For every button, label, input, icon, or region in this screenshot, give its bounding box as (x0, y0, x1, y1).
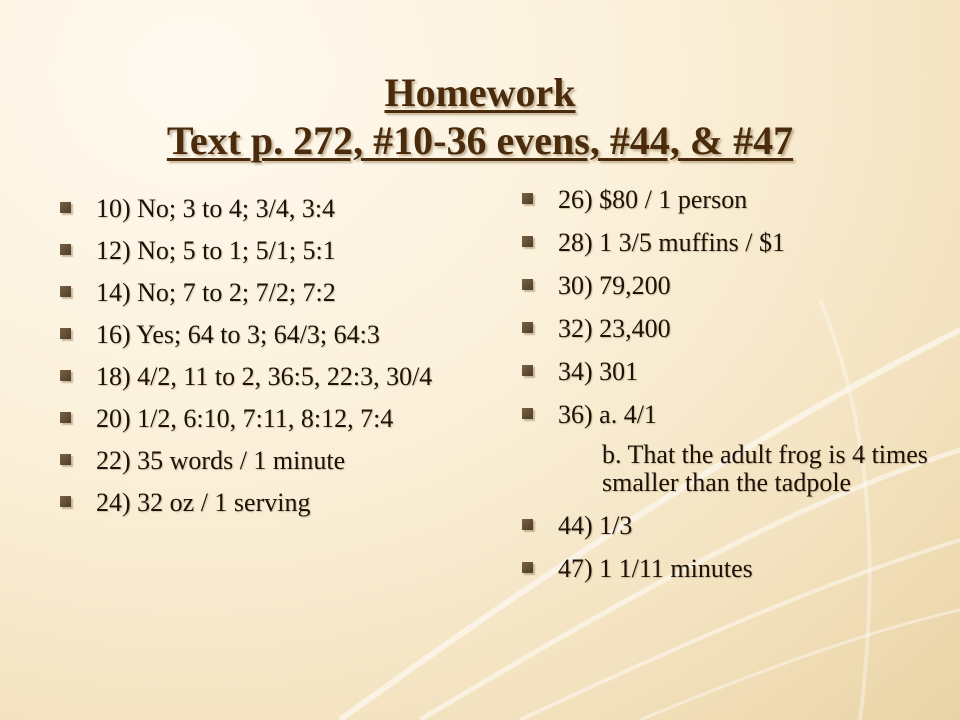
list-item (60, 321, 460, 349)
list-item (60, 195, 460, 223)
answer-text: 30) 79,200 (558, 271, 671, 300)
list-item (60, 237, 460, 265)
title-assignment: Text p. 272, #10-36 evens, #44, & #47 (166, 117, 794, 163)
answer-text: 34) 301 (558, 357, 639, 386)
answer-text: 12) No; 5 to 1; 5/1; 5:1 (96, 236, 336, 265)
square-bullet-icon (60, 286, 71, 297)
answer-text: 28) 1 3/5 muffins / $1 (558, 228, 786, 257)
square-bullet-icon (522, 279, 533, 290)
list-item (60, 279, 460, 307)
square-bullet-icon (60, 202, 71, 213)
list-item (60, 405, 460, 433)
square-bullet-icon (522, 519, 533, 530)
list-item (60, 447, 460, 475)
list-item (522, 555, 942, 583)
list-item (60, 363, 460, 391)
answer-text: 22) 35 words / 1 minute (96, 446, 346, 475)
list-item (522, 401, 942, 429)
answer-text: 18) 4/2, 11 to 2, 36:5, 22:3, 30/4 (96, 362, 433, 391)
answer-text: 36) a. 4/1 (558, 400, 657, 429)
square-bullet-icon (60, 454, 71, 465)
answer-text: 26) $80 / 1 person (558, 185, 748, 214)
list-item (522, 358, 942, 386)
list-item (60, 489, 460, 517)
title-homework: Homework (384, 69, 576, 115)
square-bullet-icon (522, 408, 533, 419)
answer-subtext: b. That the adult frog is 4 times smaller than the tadpole (602, 440, 928, 497)
square-bullet-icon (522, 562, 533, 573)
square-bullet-icon (522, 322, 533, 333)
answer-text: 24) 32 oz / 1 serving (96, 488, 311, 517)
square-bullet-icon (60, 328, 71, 339)
square-bullet-icon (60, 412, 71, 423)
right-answer-list (522, 186, 942, 598)
answer-text: 47) 1 1/11 minutes (558, 554, 753, 583)
page-title (0, 69, 960, 165)
list-item (522, 272, 942, 300)
list-item (522, 315, 942, 343)
answer-text: 10) No; 3 to 4; 3/4, 3:4 (96, 194, 336, 223)
list-item (522, 186, 942, 214)
answer-text: 16) Yes; 64 to 3; 64/3; 64:3 (96, 320, 380, 349)
answer-text: 20) 1/2, 6:10, 7:11, 8:12, 7:4 (96, 404, 394, 433)
square-bullet-icon (522, 236, 533, 247)
answer-text: 14) No; 7 to 2; 7/2; 7:2 (96, 278, 336, 307)
answer-text: 32) 23,400 (558, 314, 671, 343)
list-item (522, 512, 942, 540)
square-bullet-icon (522, 365, 533, 376)
square-bullet-icon (522, 193, 533, 204)
square-bullet-icon (60, 244, 71, 255)
list-item (522, 229, 942, 257)
answer-text: 44) 1/3 (558, 511, 633, 540)
left-answer-list (60, 195, 460, 531)
list-sub-item (522, 441, 942, 497)
square-bullet-icon (60, 496, 71, 507)
square-bullet-icon (60, 370, 71, 381)
